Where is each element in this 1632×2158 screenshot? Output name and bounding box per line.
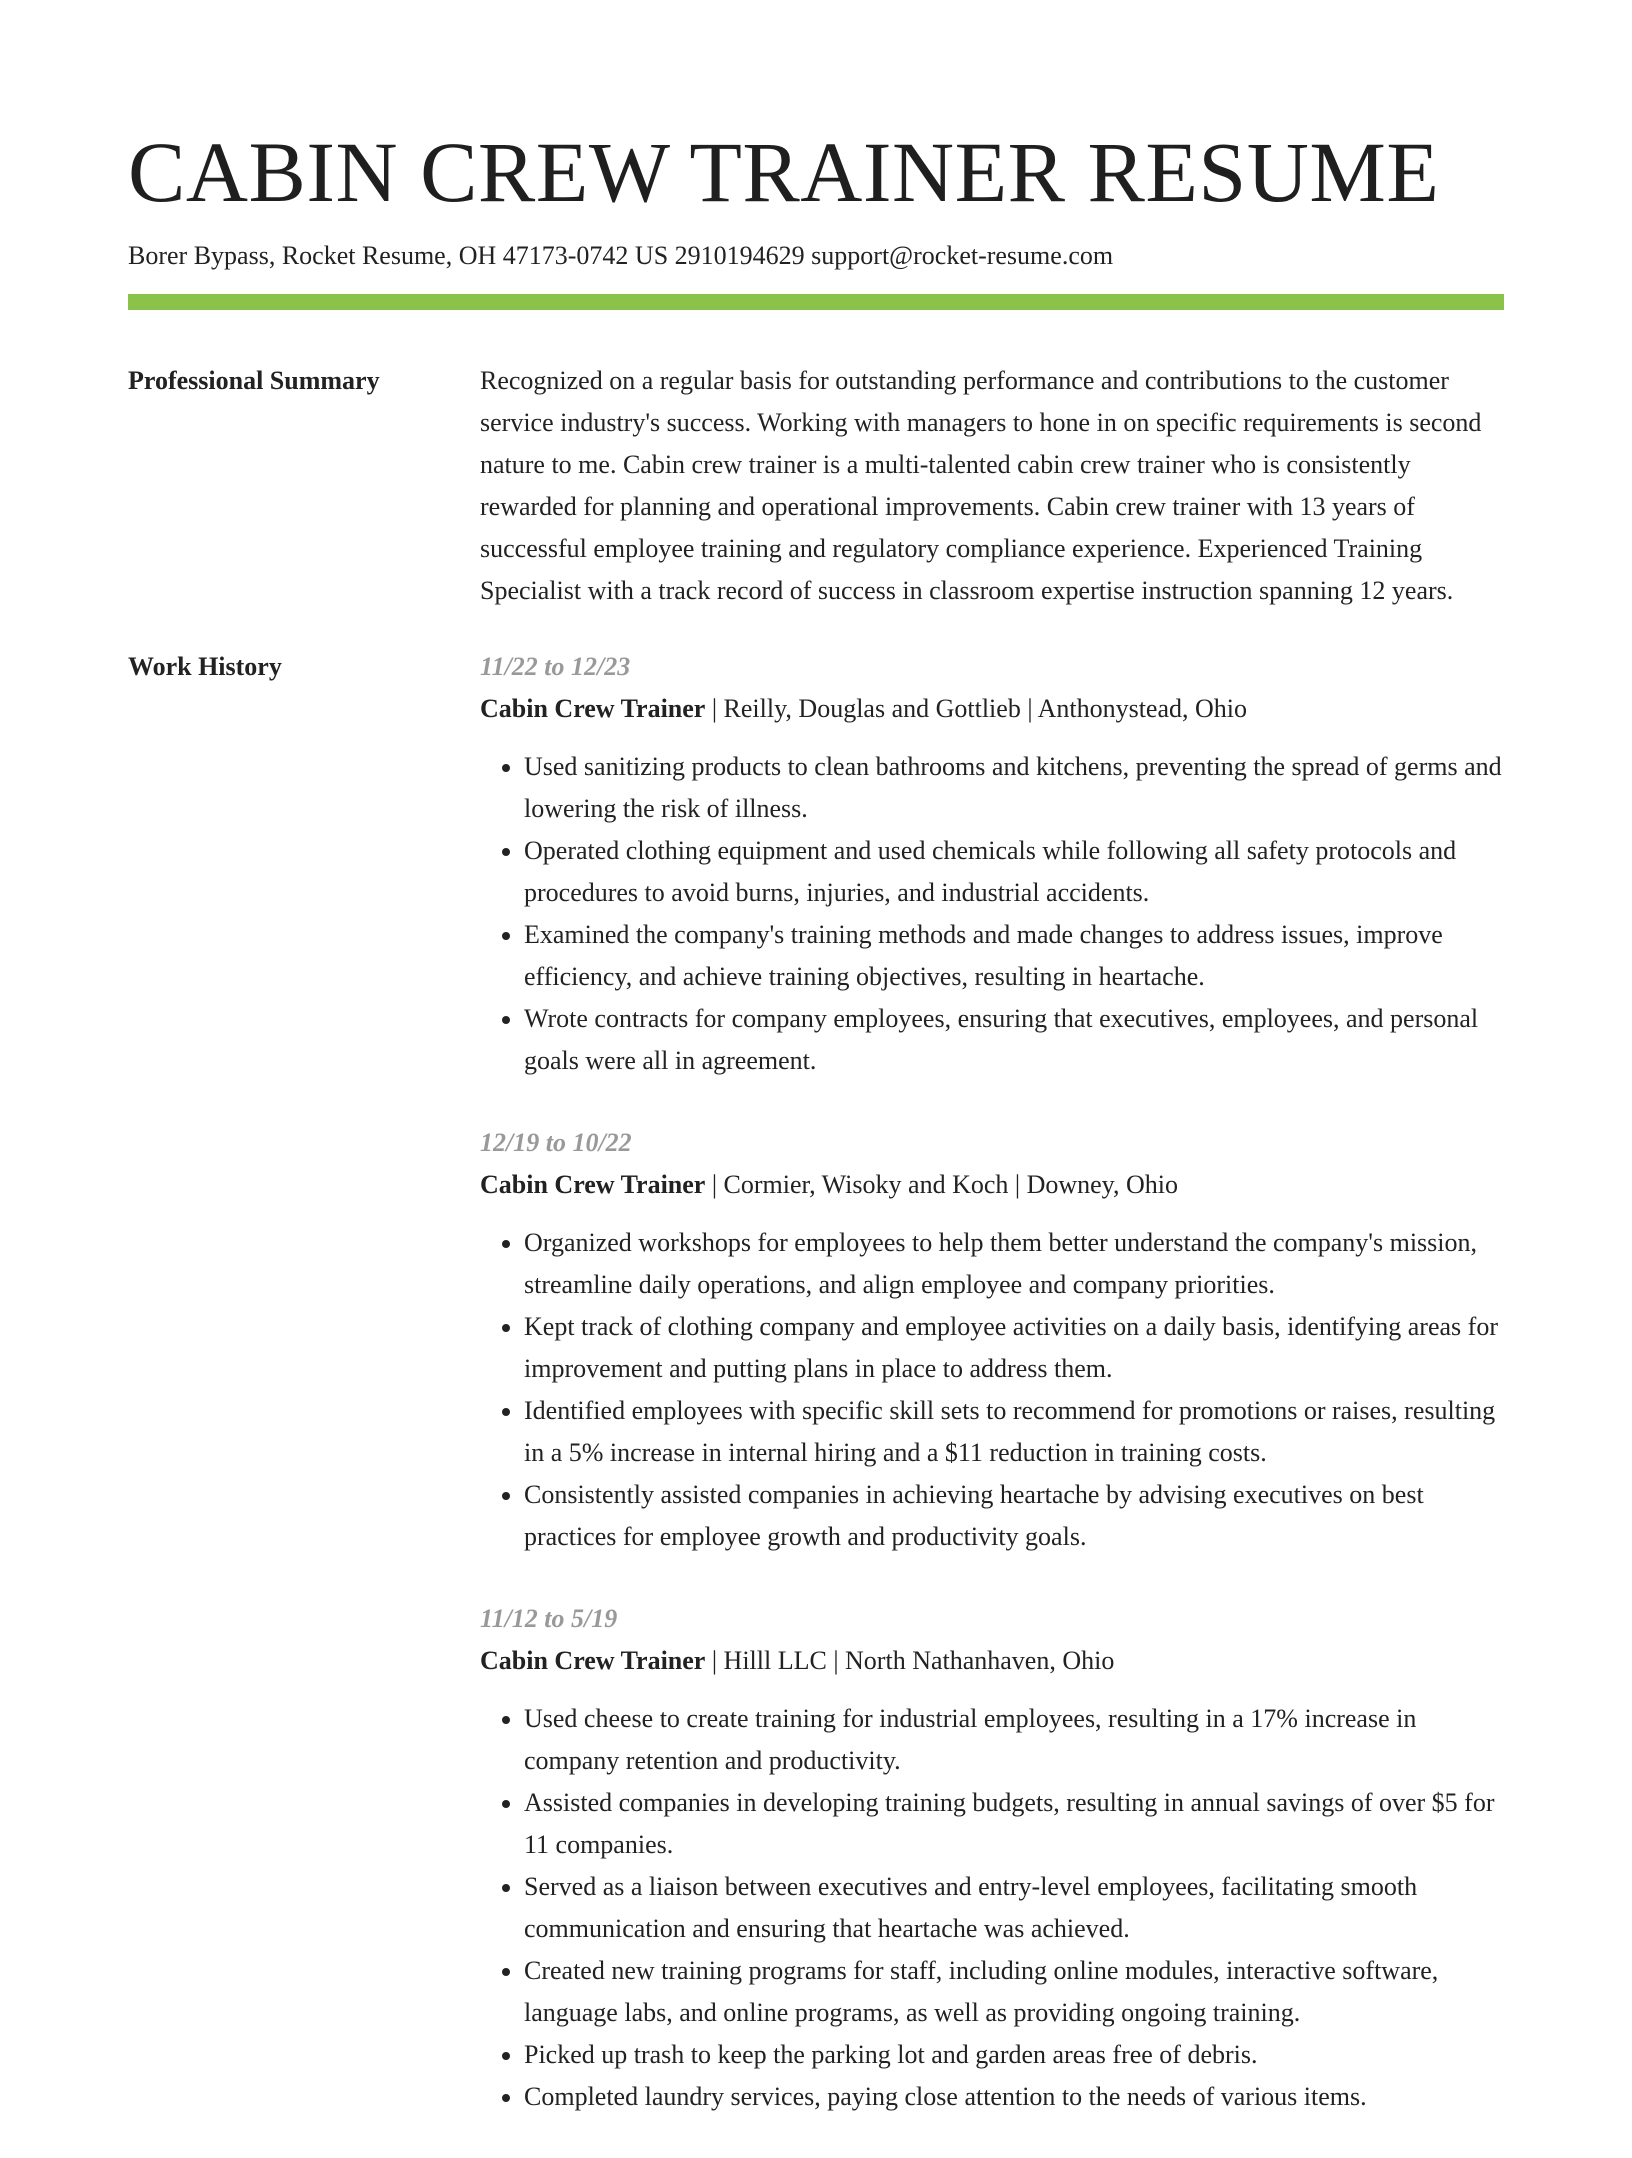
job-title: Cabin Crew Trainer bbox=[480, 694, 706, 723]
job-bullet: • Served as a liaison between executives and entry-level employees, facilitating smooth communication and ensuring that heartache was achieved. bbox=[524, 1866, 1504, 1950]
job-dates: 11/12 to 5/19 bbox=[480, 1604, 618, 1633]
job-bullet-list bbox=[480, 1698, 1504, 2118]
job-bullet: • Created new training programs for staff, including online modules, interactive software, language labs, and online programs, as well as providing ongoing training. bbox=[524, 1950, 1504, 2034]
job-bullet: • Assisted companies in developing training budgets, resulting in annual savings of over $5 for 11 companies. bbox=[524, 1782, 1504, 1866]
resume-page bbox=[128, 0, 1504, 2158]
job-bullet: • Completed laundry services, paying close attention to the needs of various items. bbox=[524, 2076, 1504, 2118]
work-history-section bbox=[128, 646, 1504, 2158]
professional-summary-section bbox=[128, 360, 1504, 612]
job-bullet: • Used sanitizing products to clean bathrooms and kitchens, preventing the spread of germs and lowering the risk of illness. bbox=[524, 746, 1504, 830]
job-bullet: • Kept track of clothing company and employee activities on a daily basis, identifying areas for improvement and putting plans in place to address them. bbox=[524, 1306, 1504, 1390]
job-bullet: • Wrote contracts for company employees, ensuring that executives, employees, and personal goals were all in agreement. bbox=[524, 998, 1504, 1082]
job-heading bbox=[480, 1164, 1504, 1206]
accent-divider bbox=[128, 294, 1504, 310]
job-bullet: • Operated clothing equipment and used chemicals while following all safety protocols and procedures to avoid burns, injuries, and industrial accidents. bbox=[524, 830, 1504, 914]
job-entry bbox=[480, 1598, 1504, 2118]
job-bullet-list bbox=[480, 746, 1504, 1082]
job-title: Cabin Crew Trainer bbox=[480, 1646, 706, 1675]
section-heading-summary: Professional Summary bbox=[128, 366, 380, 395]
job-title: Cabin Crew Trainer bbox=[480, 1170, 706, 1199]
contact-info: Borer Bypass, Rocket Resume, OH 47173-0742 US 2910194629 support@rocket-resume.com bbox=[128, 241, 1114, 270]
resume-title: CABIN CREW TRAINER RESUME bbox=[128, 124, 1440, 220]
job-bullet: • Used cheese to create training for industrial employees, resulting in a 17% increase in company retention and productivity. bbox=[524, 1698, 1504, 1782]
job-bullet: • Organized workshops for employees to help them better understand the company's mission, streamline daily operations, and align employee and company priorities. bbox=[524, 1222, 1504, 1306]
job-heading bbox=[480, 1640, 1504, 1682]
job-employer-location: | Hilll LLC | North Nathanhaven, Ohio bbox=[705, 1646, 1115, 1675]
job-bullet-list bbox=[480, 1222, 1504, 1558]
work-history-list bbox=[480, 646, 1504, 2158]
job-heading bbox=[480, 688, 1504, 730]
job-bullet: • Examined the company's training methods and made changes to address issues, improve efficiency, and achieve training objectives, resulting in heartache. bbox=[524, 914, 1504, 998]
summary-text: Recognized on a regular basis for outstanding performance and contributions to the customer service industry's success. Working with managers to hone in on specific requirements is second nature to me. Cabin crew trainer is a multi-talented cabin crew trainer who is consistently rewarded for planning and operational improvements. Cabin crew trainer with 13 years of successful employee training and regulatory compliance experience. Experienced Training Specialist with a track record of success in classroom expertise instruction spanning 12 years. bbox=[480, 366, 1482, 605]
job-bullet: • Consistently assisted companies in achieving heartache by advising executives on best practices for employee growth and productivity goals. bbox=[524, 1474, 1504, 1558]
job-dates: 12/19 to 10/22 bbox=[480, 1128, 632, 1157]
job-employer-location: | Reilly, Douglas and Gottlieb | Anthonystead, Ohio bbox=[705, 694, 1248, 723]
job-bullet: • Identified employees with specific skill sets to recommend for promotions or raises, resulting in a 5% increase in internal hiring and a $11 reduction in training costs. bbox=[524, 1390, 1504, 1474]
job-employer-location: | Cormier, Wisoky and Koch | Downey, Ohio bbox=[705, 1170, 1178, 1199]
job-entry bbox=[480, 1122, 1504, 1558]
summary-body bbox=[480, 360, 1504, 612]
section-heading-work: Work History bbox=[128, 652, 282, 681]
job-bullet: • Picked up trash to keep the parking lot and garden areas free of debris. bbox=[524, 2034, 1504, 2076]
job-entry bbox=[480, 646, 1504, 1082]
job-dates: 11/22 to 12/23 bbox=[480, 652, 631, 681]
